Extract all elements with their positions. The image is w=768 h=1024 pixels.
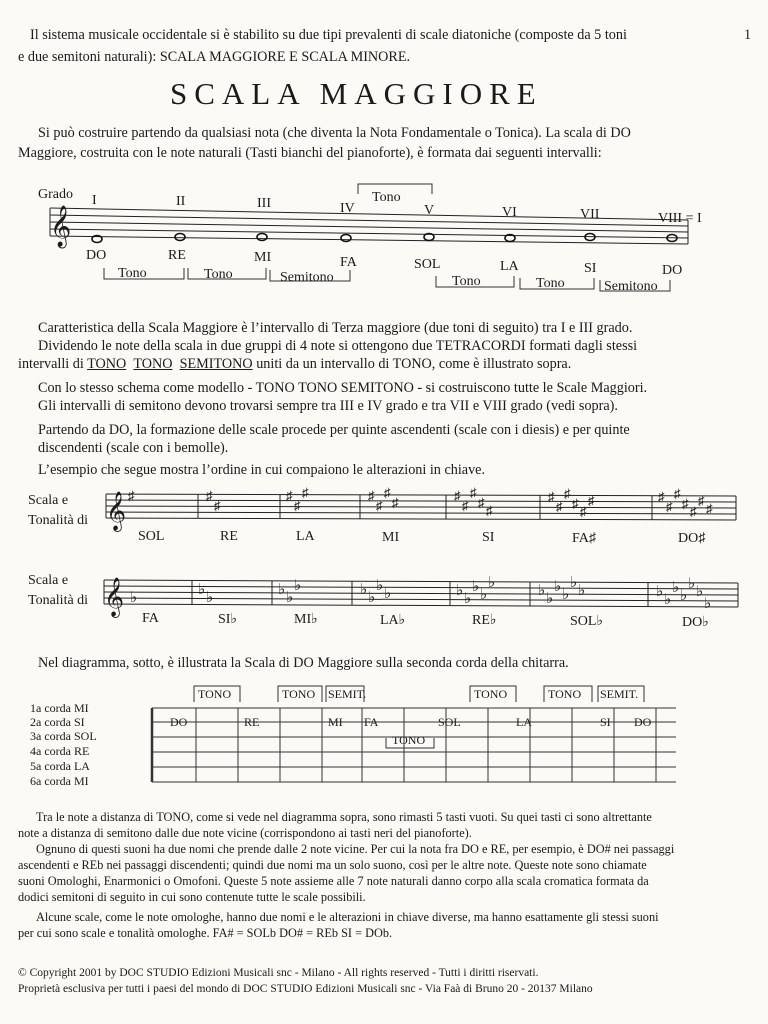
degree-iii: III <box>257 196 271 211</box>
flat-key-2: SI♭ <box>218 612 238 627</box>
guitar-diagram <box>0 678 768 798</box>
svg-text:♯: ♯ <box>658 489 665 504</box>
sharp-label-1: Scala e <box>28 493 69 508</box>
svg-text:♯: ♯ <box>706 501 713 516</box>
para5-line-5: suoni Omologhi, Enarmonici o Omofoni. Queste 5 note assieme alle 7 note naturali danno corpo alla scala cromatica formata da <box>18 874 649 888</box>
interval-label-1: Tono <box>118 266 147 281</box>
string-labels <box>30 701 97 788</box>
svg-text:♯: ♯ <box>206 488 213 503</box>
svg-text:♭: ♭ <box>664 592 672 608</box>
para5-line-8: per cui sono scale e tonalità omologhe. FA# = SOLb DO# = REb SI = DOb. <box>18 926 393 940</box>
flat-key-3: MI♭ <box>294 612 318 627</box>
svg-text:♯: ♯ <box>572 496 579 511</box>
svg-text:♭: ♭ <box>704 596 712 612</box>
scale-diagram <box>0 180 768 300</box>
treble-clef-icon: 𝄞 <box>106 493 127 530</box>
svg-text:♯: ♯ <box>368 488 375 503</box>
flat-key-4: LA♭ <box>380 613 406 628</box>
svg-text:♯: ♯ <box>384 485 391 500</box>
svg-text:♭: ♭ <box>456 583 464 599</box>
underline-tono-1: TONO <box>87 356 127 372</box>
string-label-2: 2a corda SI <box>30 715 85 729</box>
interval-label-6: Semitono <box>604 279 658 294</box>
sharp-key-5: SI <box>482 530 495 545</box>
flat-key-7: DO♭ <box>682 615 709 630</box>
svg-text:♭: ♭ <box>472 579 480 595</box>
para5-line-3: Ognuno di questi suoni ha due nomi che prende dalle 2 note vicine. Per cui la nota fra DO e RE, per esempio, è DO# nei passaggi <box>36 842 675 856</box>
degree-v: V <box>424 203 435 218</box>
svg-text:♯: ♯ <box>470 485 477 500</box>
svg-text:♯: ♯ <box>478 495 485 510</box>
page-title: SCALA MAGGIORE <box>170 76 543 111</box>
string-label-1: 1a corda MI <box>30 701 89 715</box>
svg-text:♭: ♭ <box>488 575 496 591</box>
flat-keys-staff <box>0 568 768 638</box>
guitar-note-si: SI <box>600 715 611 729</box>
para5-line-6: dodici semitoni di seguito in cui sono contenute tutte le scale possibili. <box>18 890 366 904</box>
svg-text:♯: ♯ <box>564 486 571 501</box>
degree-viii: VIII = I <box>658 211 702 226</box>
svg-text:♭: ♭ <box>130 590 138 606</box>
grado-label: Grado <box>38 187 73 202</box>
svg-text:♯: ♯ <box>548 489 555 504</box>
svg-text:♯: ♯ <box>462 498 469 513</box>
para5-line-4: ascendenti e REb nei passaggi discendenti; quindi due nomi ma un solo suono, così per le altre note. Queste note sono chiamate <box>18 858 647 872</box>
degree-ii: II <box>176 194 186 209</box>
guitar-note-fa: FA <box>364 715 379 729</box>
degree-iv: IV <box>340 201 355 216</box>
guitar-interval-6: SEMIT. <box>600 687 639 701</box>
guitar-interval-mid: TONO <box>392 733 426 747</box>
treble-clef-icon: 𝄞 <box>50 206 72 246</box>
svg-text:♭: ♭ <box>570 575 578 591</box>
treble-clef-icon: 𝄞 <box>104 579 125 616</box>
svg-text:♯: ♯ <box>392 495 399 510</box>
sharp-key-6: FA♯ <box>572 531 596 546</box>
interval-label-4: Tono <box>452 274 481 289</box>
string-label-6: 6a corda MI <box>30 774 89 788</box>
svg-text:♭: ♭ <box>538 583 546 599</box>
guitar-note-sol: SOL <box>438 715 461 729</box>
svg-text:♯: ♯ <box>486 503 493 518</box>
note-sol: SOL <box>414 257 441 272</box>
top-tono-label: Tono <box>372 190 401 205</box>
guitar-note-do-1: DO <box>170 715 188 729</box>
string-label-5: 5a corda LA <box>30 759 90 773</box>
page-number: 1 <box>744 27 752 43</box>
sharp-key-2: RE <box>220 529 238 544</box>
svg-text:♯: ♯ <box>214 498 221 513</box>
svg-text:♭: ♭ <box>464 591 472 607</box>
para2-line-2: Dividendo le note della scala in due gruppi di 4 note si ottengono due TETRACORDI formati dagli stessi <box>38 338 638 354</box>
para5-line-2: note a distanza di semitono dalle due note vicine (corrispondono ai tasti neri del pianoforte). <box>18 826 472 840</box>
guitar-interval-2: TONO <box>282 687 316 701</box>
note-fa: FA <box>340 255 357 270</box>
svg-text:♭: ♭ <box>688 576 696 592</box>
svg-text:♯: ♯ <box>376 498 383 513</box>
degree-vi: VI <box>502 205 517 220</box>
svg-text:♭: ♭ <box>376 578 384 594</box>
svg-text:♭: ♭ <box>368 590 376 606</box>
flat-key-1: FA <box>142 611 159 626</box>
para2-line-3-post: uniti da un intervallo di TONO, come è illustrato sopra. <box>252 356 572 372</box>
note-la: LA <box>500 259 519 274</box>
para4-line-3: L’esempio che segue mostra l’ordine in cui compaiono le alterazioni in chiave. <box>38 462 486 478</box>
note-si: SI <box>584 261 597 276</box>
svg-text:♭: ♭ <box>278 582 286 598</box>
para5-line-7: Alcune scale, come le note omologhe, hanno due nomi e le alterazioni in chiave diverse, ma hanno esattamente gli stessi suoni <box>36 910 659 924</box>
interval-label-5: Tono <box>536 276 565 291</box>
svg-text:♯: ♯ <box>682 496 689 511</box>
sharp-key-3: LA <box>296 529 315 544</box>
svg-text:♯: ♯ <box>286 488 293 503</box>
intro-line-2: e due semitoni naturali): SCALA MAGGIORE E SCALA MINORE. <box>18 49 411 65</box>
svg-text:♭: ♭ <box>672 580 680 596</box>
note-do-1: DO <box>86 248 107 263</box>
svg-text:♭: ♭ <box>286 590 294 606</box>
svg-text:♭: ♭ <box>578 583 586 599</box>
para2-line-3 <box>18 355 738 373</box>
svg-text:♯: ♯ <box>294 498 301 513</box>
guitar-interval-5: TONO <box>548 687 582 701</box>
svg-text:♭: ♭ <box>656 584 664 600</box>
svg-text:♭: ♭ <box>198 582 206 598</box>
svg-text:♭: ♭ <box>384 586 392 602</box>
svg-text:♭: ♭ <box>206 590 214 606</box>
svg-text:♯: ♯ <box>454 488 461 503</box>
para4-line-1: Partendo da DO, la formazione delle scale procede per quinte ascendenti (scale con i diesis) e per quinte <box>38 422 630 438</box>
degree-i: I <box>92 193 97 208</box>
svg-text:♯: ♯ <box>580 504 587 519</box>
sharp-label-2: Tonalità di <box>28 513 89 528</box>
svg-text:♭: ♭ <box>480 587 488 603</box>
guitar-interval-4: TONO <box>474 687 508 701</box>
guitar-note-la: LA <box>516 715 532 729</box>
flat-key-5: RE♭ <box>472 613 497 628</box>
note-re: RE <box>168 248 186 263</box>
sharp-key-4: MI <box>382 530 400 545</box>
para3-line-1: Con lo stesso schema come modello - TONO TONO SEMITONO - si costruiscono tutte le Scale Maggiori. <box>38 380 648 396</box>
para3-line-2: Gli intervalli di semitono devono trovarsi sempre tra III e IV grado e tra VII e VIII grado (vedi sopra). <box>38 398 618 414</box>
svg-text:♯: ♯ <box>674 486 681 501</box>
para1-line-2: Maggiore, costruita con le note naturali (Tasti bianchi del pianoforte), è formata dai seguenti intervalli: <box>18 145 602 161</box>
interval-label-2: Tono <box>204 267 233 282</box>
string-label-3: 3a corda SOL <box>30 729 97 743</box>
guitar-note-do-2: DO <box>634 715 652 729</box>
footer-copyright: © Copyright 2001 by DOC STUDIO Edizioni Musicali snc - Milano - All rights reserved - Tutti i diritti riservati. <box>18 967 539 979</box>
flat-label-2: Tonalità di <box>28 593 89 608</box>
intro-line-1: Il sistema musicale occidentale si è stabilito su due tipi prevalenti di scale diatoniche (composte da 5 toni <box>30 27 627 43</box>
string-label-4: 4a corda RE <box>30 744 90 758</box>
svg-text:♭: ♭ <box>696 584 704 600</box>
footer-rights: Proprietà esclusiva per tutti i paesi del mondo di DOC STUDIO Edizioni Musicali snc - Via Faà di Bruno 20 - 20137 Milano <box>18 983 593 995</box>
svg-text:♭: ♭ <box>360 582 368 598</box>
underline-tono-2: TONO <box>133 356 173 372</box>
degree-vii: VII <box>580 207 600 222</box>
guitar-note-mi: MI <box>328 715 343 729</box>
interval-label-3: Semitono <box>280 270 334 285</box>
sharp-keys-staff <box>0 484 768 554</box>
svg-text:♯: ♯ <box>698 493 705 508</box>
sharp-key-1: SOL <box>138 529 165 544</box>
para2-line-3-pre: intervalli di <box>18 356 88 372</box>
note-mi: MI <box>254 250 272 265</box>
svg-text:♯: ♯ <box>128 488 135 503</box>
guitar-note-re: RE <box>244 715 260 729</box>
svg-text:♭: ♭ <box>554 579 562 595</box>
para5-line-1: Tra le note a distanza di TONO, come si vede nel diagramma sopra, sono rimasti 5 tasti vuoti. Su quei tasti ci sono altrettante <box>36 810 652 824</box>
svg-text:♭: ♭ <box>546 591 554 607</box>
para1-line-1: Si può costruire partendo da qualsiasi nota (che diventa la Nota Fondamentale o Tonica). La scala di DO <box>38 125 631 141</box>
flat-key-6: SOL♭ <box>570 614 604 629</box>
sharp-key-7: DO♯ <box>678 531 706 546</box>
flat-label-1: Scala e <box>28 573 69 588</box>
guitar-interval-1: TONO <box>198 687 232 701</box>
note-do-2: DO <box>662 263 683 278</box>
guitar-interval-3: SEMIT. <box>328 687 367 701</box>
svg-text:♯: ♯ <box>556 499 563 514</box>
guitar-intro: Nel diagramma, sotto, è illustrata la Scala di DO Maggiore sulla seconda corda della chitarra. <box>38 655 569 671</box>
para4-line-2: discendenti (scale con i bemolle). <box>38 440 229 456</box>
svg-text:♯: ♯ <box>690 504 697 519</box>
svg-text:♭: ♭ <box>562 587 570 603</box>
svg-text:♯: ♯ <box>302 485 309 500</box>
svg-text:♭: ♭ <box>294 578 302 594</box>
svg-text:♭: ♭ <box>680 588 688 604</box>
svg-text:♯: ♯ <box>588 493 595 508</box>
para2-line-1: Caratteristica della Scala Maggiore è l’intervallo di Terza maggiore (due toni di seguito) tra I e III grado. <box>38 320 633 336</box>
svg-text:♯: ♯ <box>666 499 673 514</box>
underline-semitono: SEMITONO <box>179 356 253 372</box>
